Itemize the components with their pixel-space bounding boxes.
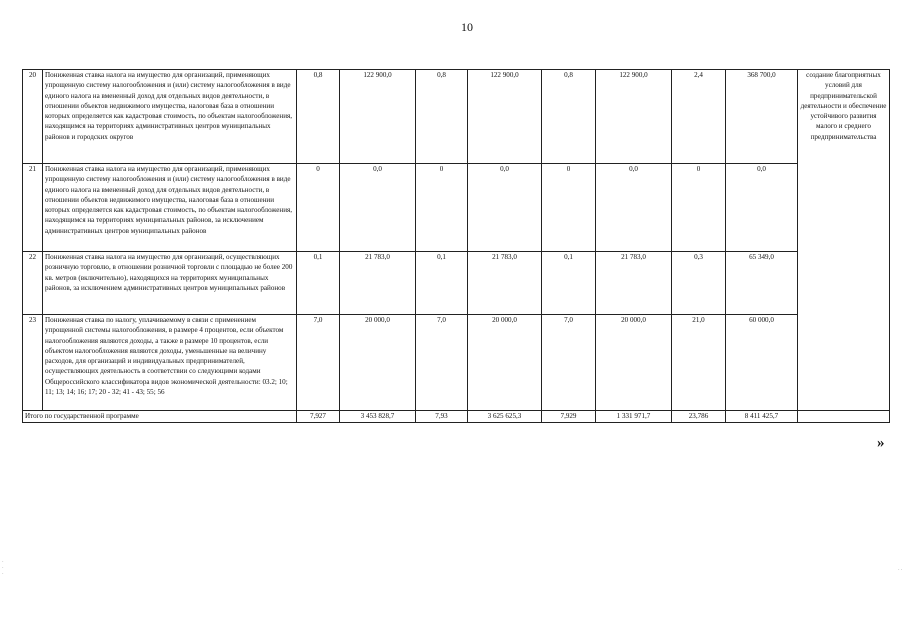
cell-value: 0,3 [672,252,726,315]
total-label: Итого по государственной программе [23,411,297,423]
total-value: 3 453 828,7 [340,411,416,423]
cell-value: 0,0 [340,164,416,252]
cell-value: 368 700,0 [726,70,798,164]
cell-value: 0,8 [416,70,468,164]
scan-edge-mark: · · · [2,560,4,577]
cell-value: 21 783,0 [468,252,542,315]
cell-value: 122 900,0 [340,70,416,164]
row-description: Пониженная ставка налога на имущество для организаций, осуществляющих розничную торговлю, в отношении розничной торговли с площадью не более 200 кв. метров (включительно), находящихся на территориях муниципальных районов, за исключением административных центров муниципальных районов [43,252,297,315]
cell-value: 7,0 [542,315,596,411]
cell-value: 2,4 [672,70,726,164]
table-row [23,252,890,315]
page-number: 10 [461,20,473,34]
cell-value: 0 [416,164,468,252]
cell-value: 0,0 [596,164,672,252]
closing-quote-mark: » [877,435,885,451]
cell-value: 0,8 [297,70,340,164]
row-number: 23 [23,315,43,411]
cell-value: 21,0 [672,315,726,411]
scan-edge-mark: · · [898,568,903,573]
cell-value: 0,1 [416,252,468,315]
table-row [23,164,890,252]
cell-value: 0,8 [542,70,596,164]
cell-value: 0 [672,164,726,252]
total-value: 7,929 [542,411,596,423]
row-number: 22 [23,252,43,315]
total-value: 1 331 971,7 [596,411,672,423]
row-description: Пониженная ставка налога на имущество для организаций, применяющих упрощенную систему налогообложения и (или) систему налогообложения в виде единого налога на вмененный доход для отдельных видов деятельности, в отношении объектов недвижимого имущества, налоговая база в отношении которых определяется как кадастровая стоимость, по объектам налогообложения, находящимся на территориях муниципальных районов, за исключением административных центров муниципальных районов [43,164,297,252]
cell-value: 20 000,0 [468,315,542,411]
cell-value: 21 783,0 [596,252,672,315]
cell-value: 7,0 [416,315,468,411]
total-goal-cell [798,411,890,423]
row-number: 20 [23,70,43,164]
cell-value: 0,0 [726,164,798,252]
cell-value: 20 000,0 [596,315,672,411]
row-number: 21 [23,164,43,252]
tax-benefits-table [22,69,890,423]
cell-value: 20 000,0 [340,315,416,411]
total-value: 7,93 [416,411,468,423]
cell-value: 21 783,0 [340,252,416,315]
cell-value: 7,0 [297,315,340,411]
table-row [23,315,890,411]
total-row [23,411,890,423]
total-value: 23,786 [672,411,726,423]
table-row [23,70,890,164]
cell-value: 0,1 [542,252,596,315]
cell-value: 0,0 [468,164,542,252]
cell-value: 0,1 [297,252,340,315]
cell-value: 122 900,0 [596,70,672,164]
total-value: 8 411 425,7 [726,411,798,423]
total-value: 7,927 [297,411,340,423]
cell-value: 122 900,0 [468,70,542,164]
cell-value: 65 349,0 [726,252,798,315]
row-description: Пониженная ставка налога на имущество для организаций, применяющих упрощенную систему налогообложения и (или) систему налогообложения в виде единого налога на вмененный доход для отдельных видов деятельности, в отношении объектов недвижимого имущества, налоговая база в отношении которых определяется как кадастровая стоимость, по объектам налогообложения, находящимся на территориях административных центров муниципальных районов и городских округов [43,70,297,164]
goal-description: создание благоприятных условий для предпринимательской деятельности и обеспечение устойчивого развития малого и среднего предпринимательства [798,70,890,411]
total-value: 3 625 625,3 [468,411,542,423]
cell-value: 0 [297,164,340,252]
cell-value: 60 000,0 [726,315,798,411]
cell-value: 0 [542,164,596,252]
row-description: Пониженная ставка по налогу, уплачиваемому в связи с применением упрощенной системы налогообложения, в размере 4 процентов, если объектом налогообложения являются доходы, а также в размере 10 процентов, если объектом налогообложения являются доходы, уменьшенные на величину расходов, для организаций и индивидуальных предпринимателей, осуществляющих деятельность в соответствии со следующими кодами Общероссийского классификатора видов экономической деятельности: 03.2; 10; 11; 13; 14; 16; 17; 20 - 32; 41 - 43; 55; 56 [43,315,297,411]
